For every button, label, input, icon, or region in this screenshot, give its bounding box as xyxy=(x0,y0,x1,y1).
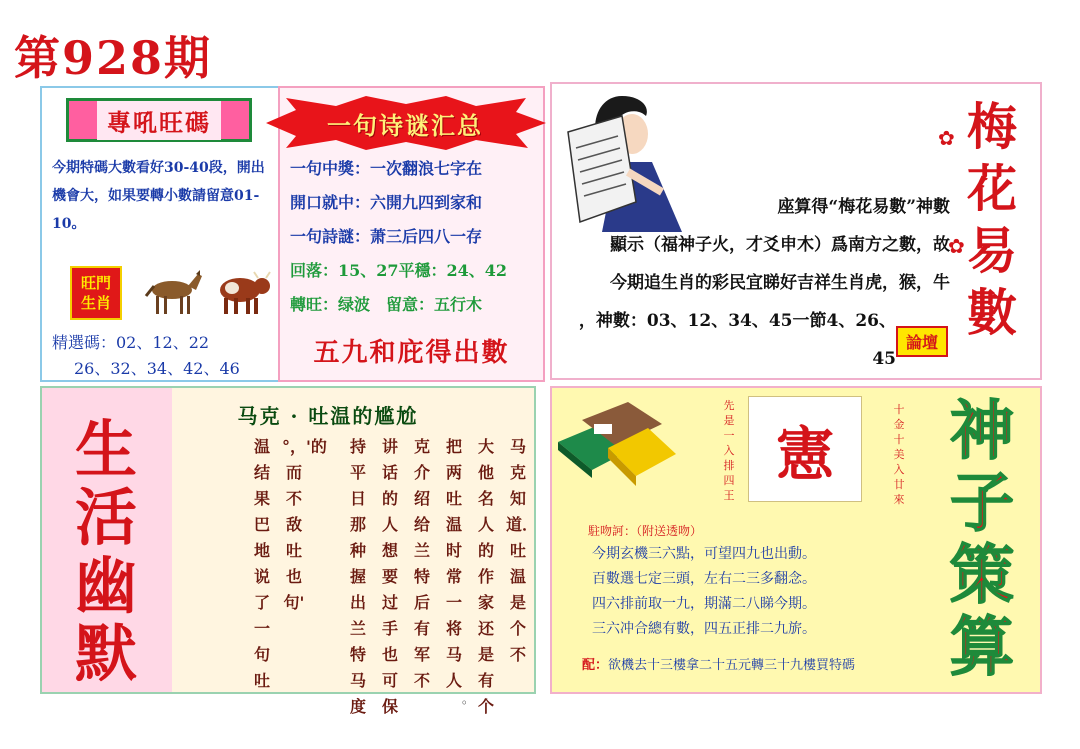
poem-riddle-lines: 一句中獎：一次翻浪七字在 開口就中：六開九四到家和 一句詩謎：萧三后四八一存 回落：15、27平穩：24、42 轉旺：绿波 留意：五行木 xyxy=(290,159,508,314)
forum-badge: 論壇 xyxy=(896,326,948,357)
humor-title-vertical: 生 活 幽 默 xyxy=(74,413,137,690)
strategy-title-vertical: 神 子 策 算 xyxy=(950,394,1014,685)
ox-icon xyxy=(212,266,272,318)
zodiac-badge: 旺門 生肖 xyxy=(70,266,122,320)
poem-riddle-answer: 五九和庇得出數 xyxy=(313,338,510,368)
hot-number-tag: 專吼旺碼 xyxy=(66,98,252,142)
right-vertical-text: 十金十美入廿來 xyxy=(893,403,905,506)
books-icon xyxy=(558,402,678,492)
plum-blossom-title: 梅 花 易 數 xyxy=(967,97,1017,342)
poem-riddle-panel xyxy=(278,86,545,382)
humor-end-mark: 。 xyxy=(462,692,475,706)
flower-icon: ✿ xyxy=(948,234,965,258)
strategy-lines: 今期玄機三六點，可望四九也出動。 百數選七定三頭，左右二三多翻念。 四六排前取一九，期滿二八睇今期。 三六冲合總有數，四五正排二九旂。 xyxy=(592,546,816,637)
flower-icon: ✿ xyxy=(938,126,955,150)
issue-title: 第928期 xyxy=(14,31,213,85)
plum-blossom-panel xyxy=(550,82,1042,380)
hot-number-panel xyxy=(40,86,280,382)
constitution-char: 憲 xyxy=(748,396,862,502)
horse-icon xyxy=(142,266,206,318)
strategy-heading: 駐吻訶：（附送透吻） xyxy=(588,524,703,538)
selected-numbers: 精選碼：02、12、22 26、32、34、42、46 xyxy=(52,333,240,378)
poem-riddle-title: 一句诗谜汇总 xyxy=(327,111,483,140)
strategy-panel xyxy=(550,386,1042,694)
strategy-footer: 配：欲機去十三樓拿二十五元轉三十九樓買特碼 xyxy=(582,658,856,673)
humor-panel: 生 活 幽 默 马克 · 吐温的尴尬 马克知道．吐温是个不 大他名人的作家还是有个 把两吐温时常一将马人 克介绍给兰特后有军不 讲话的人想要过手也可保 持平日那种握出兰特马度 °，'的而不敌吐也句' 温结果巴地说了一句吐 。 xyxy=(40,386,536,694)
left-vertical-text: 先是一入排四王 xyxy=(723,399,735,502)
humor-story-title: 马克 · 吐温的尴尬 xyxy=(237,404,419,428)
hot-number-text: 今期特碼大數看好30-40段，開出機會大，如果要轉小數請留意01-10。 xyxy=(52,160,265,232)
plum-blossom-text: 座算得“梅花易數”神數 顯示（福神子火，才爻申木）爲南方之數，故 今期追生肖的彩民宜睇好吉祥生肖虎，猴，牛 ，神數：03、12、34、45一節4、26、45 xyxy=(578,197,950,369)
